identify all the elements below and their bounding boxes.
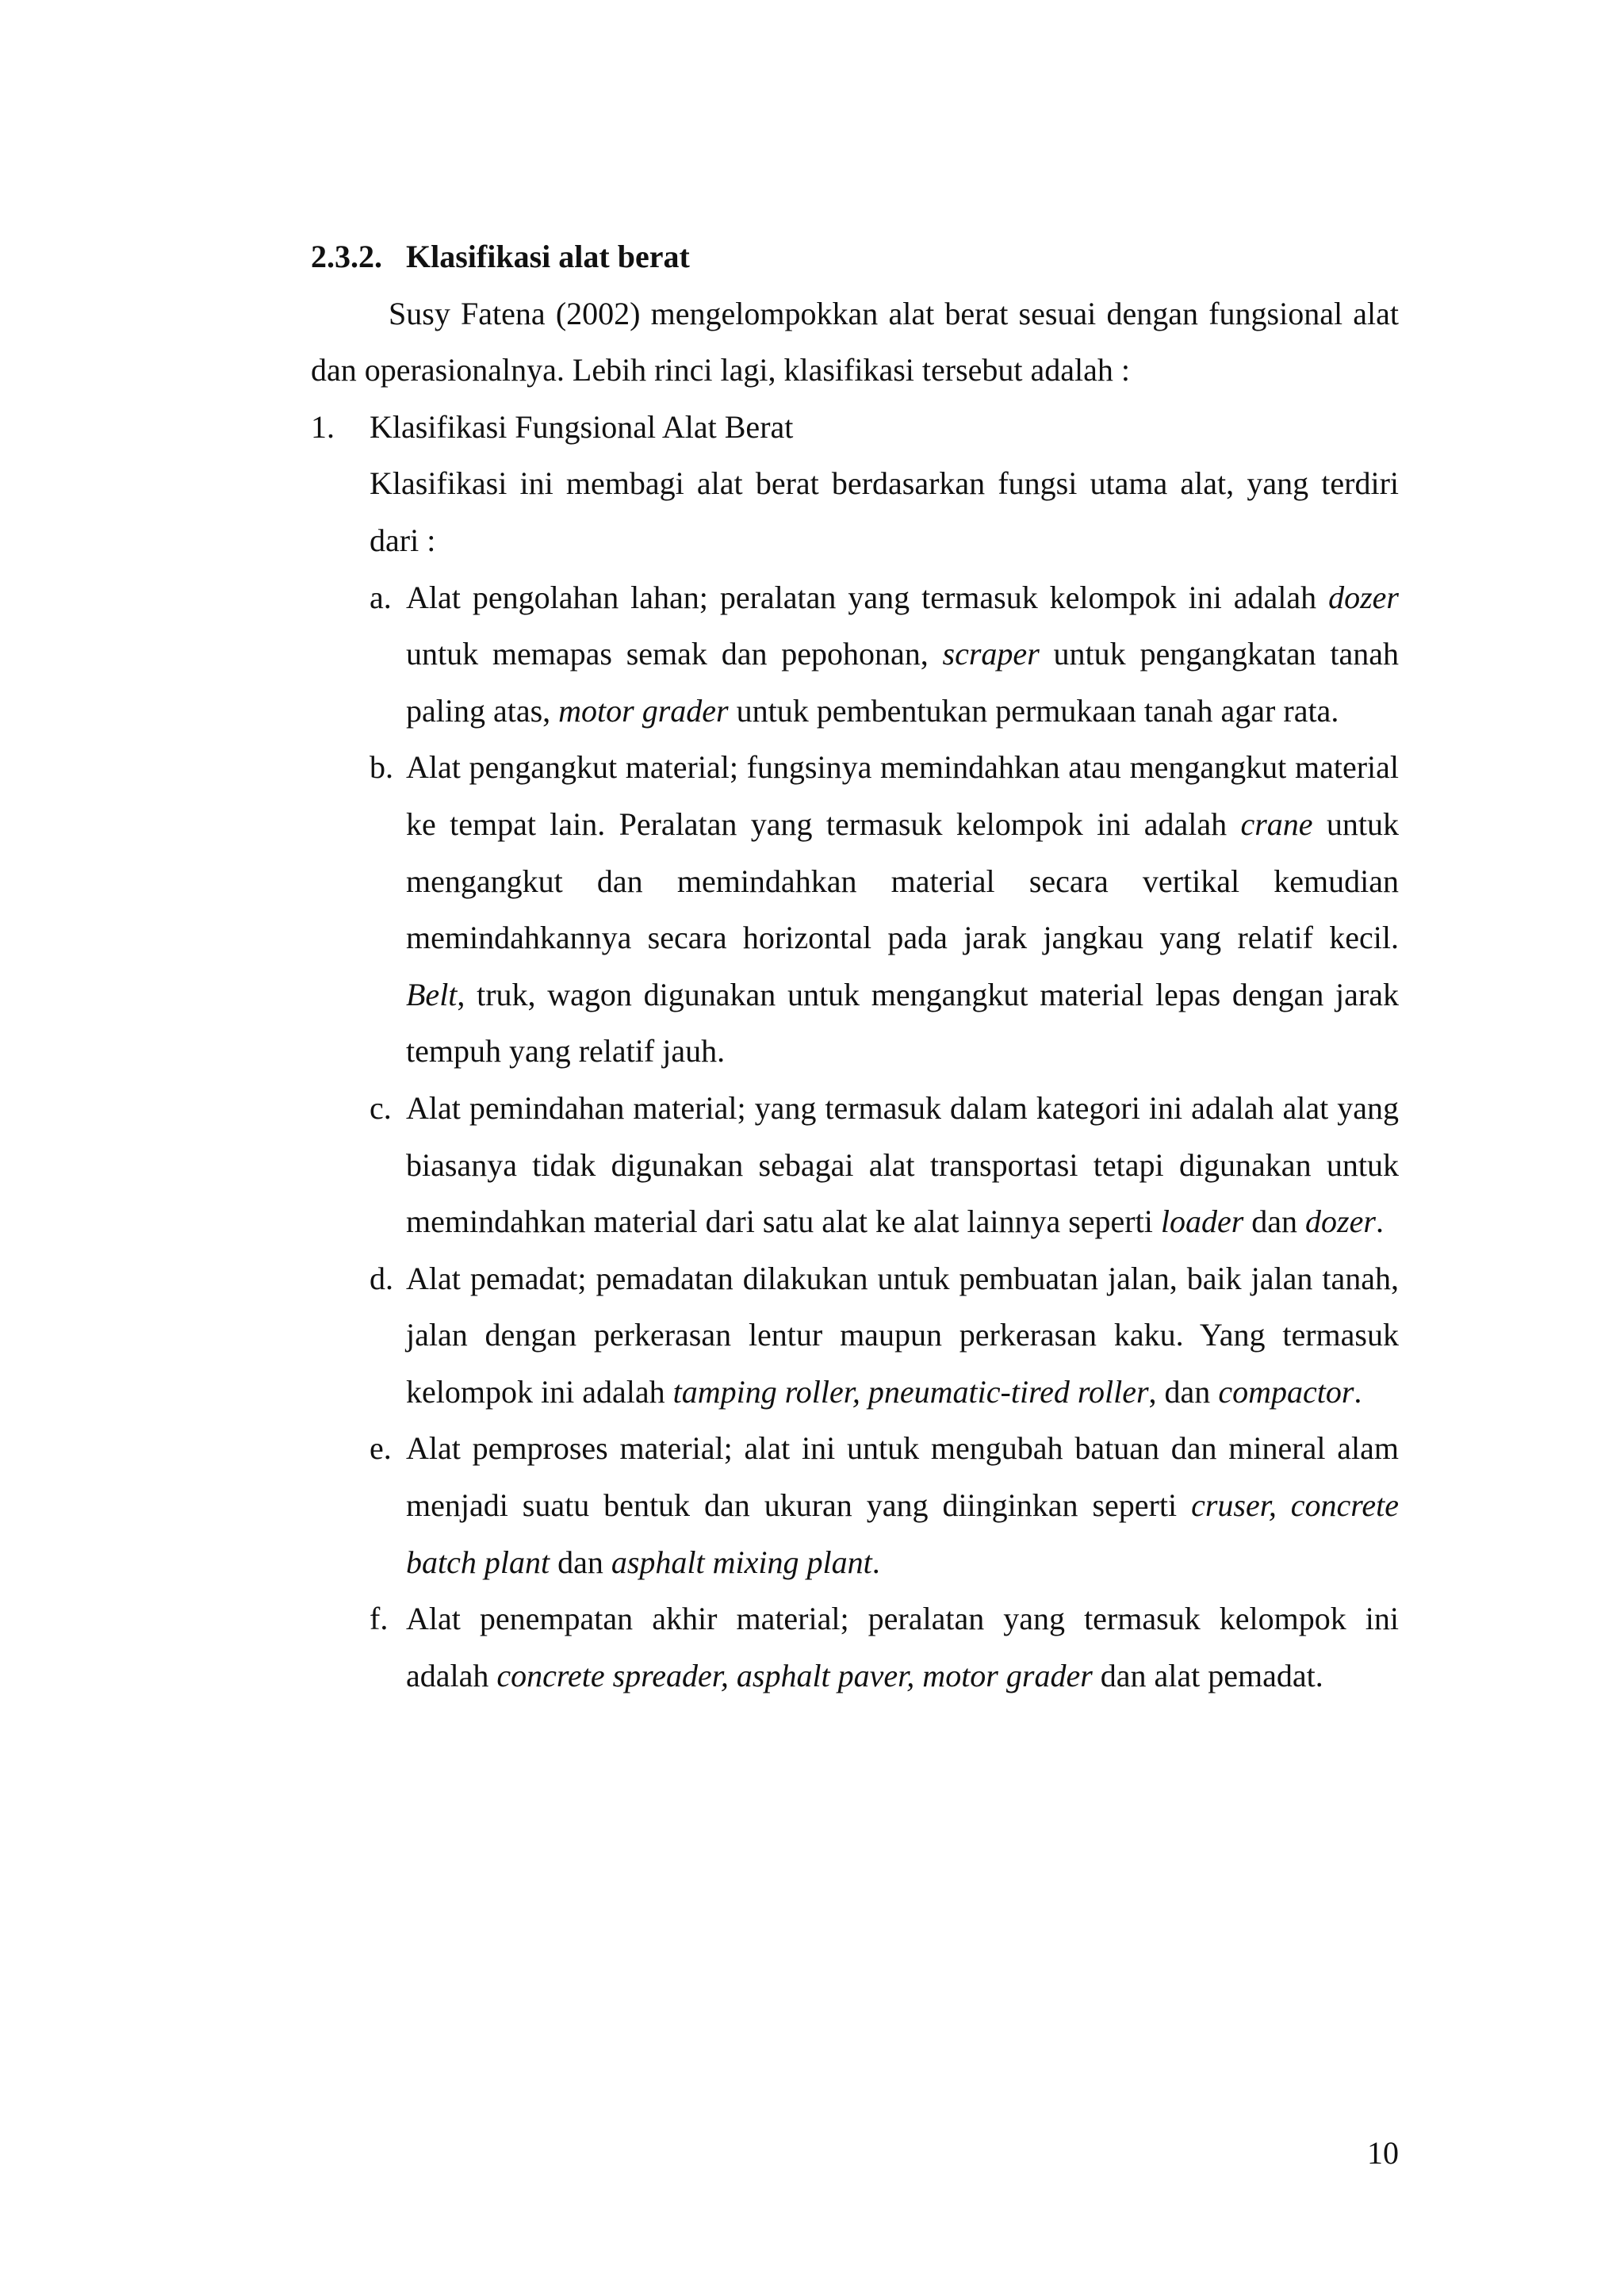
section-number: 2.3.2. — [311, 239, 382, 274]
intro-paragraph: Susy Fatena (2002) mengelompokkan alat berat sesuai dengan fungsional alat dan operasionalnya. Lebih rinci lagi, klasifikasi tersebut adalah : — [311, 295, 1399, 388]
list-item-letter: c. — [370, 1089, 392, 1126]
list-item — [370, 739, 1399, 1080]
text-run: . — [1354, 1373, 1362, 1410]
text-run: Alat penempatan akhir material; peralatan yang termasuk kelompok ini adalah — [406, 1601, 1399, 1693]
italic-term: scraper — [942, 636, 1040, 672]
list-item-text — [406, 1590, 1399, 1704]
text-run: , dan — [1148, 1373, 1219, 1410]
text-run: . — [871, 1544, 880, 1580]
text-run: Alat pengangkut material; fungsinya memindahkan atau mengangkut material ke tempat lain. Peralatan yang termasuk kelompok ini adalah — [406, 749, 1399, 842]
numbered-item-number: 1. — [311, 408, 335, 445]
list-item — [370, 1420, 1399, 1590]
item-1-body — [370, 455, 1399, 1704]
italic-term: tamping roller, pneumatic-tired roller — [672, 1373, 1149, 1410]
italic-term: dozer — [1328, 579, 1399, 615]
italic-term: concrete spreader, asphalt paver, motor grader — [496, 1657, 1093, 1693]
text-run: untuk memapas semak dan pepohonan, — [406, 636, 943, 672]
italic-term: cruser, concrete batch plant — [406, 1487, 1399, 1580]
italic-term: asphalt mixing plant — [611, 1544, 872, 1580]
list-item-letter: d. — [370, 1260, 393, 1296]
text-run: untuk pengangkatan tanah paling atas, — [406, 636, 1399, 729]
text-run: Alat pengolahan lahan; peralatan yang termasuk kelompok ini adalah — [406, 579, 1329, 615]
text-run: untuk mengangkut dan memindahkan material secara vertikal kemudian memindahkannya secara horizontal pada jarak jangkau yang relatif kecil. — [406, 806, 1399, 956]
list-item — [370, 1080, 1399, 1250]
list-item-text — [406, 569, 1399, 740]
page-number: 10 — [1367, 2135, 1399, 2171]
section-title: Klasifikasi alat berat — [406, 239, 690, 274]
text-run: . — [1375, 1203, 1384, 1240]
list-item — [370, 1250, 1399, 1421]
italic-term: motor grader — [558, 692, 729, 729]
list-item-text — [406, 1420, 1399, 1590]
numbered-item-title: Klasifikasi Fungsional Alat Berat — [370, 408, 794, 445]
classification-list — [370, 569, 1399, 1705]
italic-term: dozer — [1305, 1203, 1376, 1240]
text-run: dan — [550, 1544, 611, 1580]
item-1-description: Klasifikasi ini membagi alat berat berdasarkan fungsi utama alat, yang terdiri dari : — [370, 465, 1399, 558]
list-item — [370, 569, 1399, 740]
text-run: Alat pemadat; pemadatan dilakukan untuk pembuatan jalan, baik jalan tanah, jalan dengan perkerasan lentur maupun perkerasan kaku. Yang termasuk kelompok ini adalah — [406, 1260, 1399, 1410]
italic-term: loader — [1160, 1203, 1244, 1240]
italic-term: crane — [1240, 806, 1313, 842]
list-item-text — [406, 739, 1399, 1080]
list-item-text — [406, 1080, 1399, 1250]
italic-term: compactor — [1218, 1373, 1354, 1410]
text-run: untuk pembentukan permukaan tanah agar rata. — [728, 692, 1339, 729]
text-run: Alat pemindahan material; yang termasuk dalam kategori ini adalah alat yang biasanya tidak digunakan sebagai alat transportasi tetapi digunakan untuk memindahkan material dari satu alat ke alat lainnya seperti — [406, 1089, 1399, 1240]
list-item-letter: a. — [370, 579, 392, 615]
list-item-letter: e. — [370, 1430, 392, 1467]
list-item — [370, 1590, 1399, 1704]
section-heading — [311, 228, 1399, 285]
text-run: dan alat pemadat. — [1092, 1657, 1323, 1693]
page-content — [311, 228, 1399, 1704]
list-item-letter: f. — [370, 1601, 389, 1637]
text-run: , truk, wagon digunakan untuk mengangkut material lepas dengan jarak tempuh yang relatif jauh. — [406, 976, 1399, 1070]
numbered-item-1 — [311, 399, 1399, 456]
text-run: dan — [1243, 1203, 1306, 1240]
text-run: Alat pemproses material; alat ini untuk mengubah batuan dan mineral alam menjadi suatu bentuk dan ukuran yang diinginkan seperti — [406, 1430, 1399, 1524]
italic-term: Belt — [406, 976, 458, 1012]
list-item-letter: b. — [370, 749, 393, 786]
list-item-text — [406, 1250, 1399, 1421]
